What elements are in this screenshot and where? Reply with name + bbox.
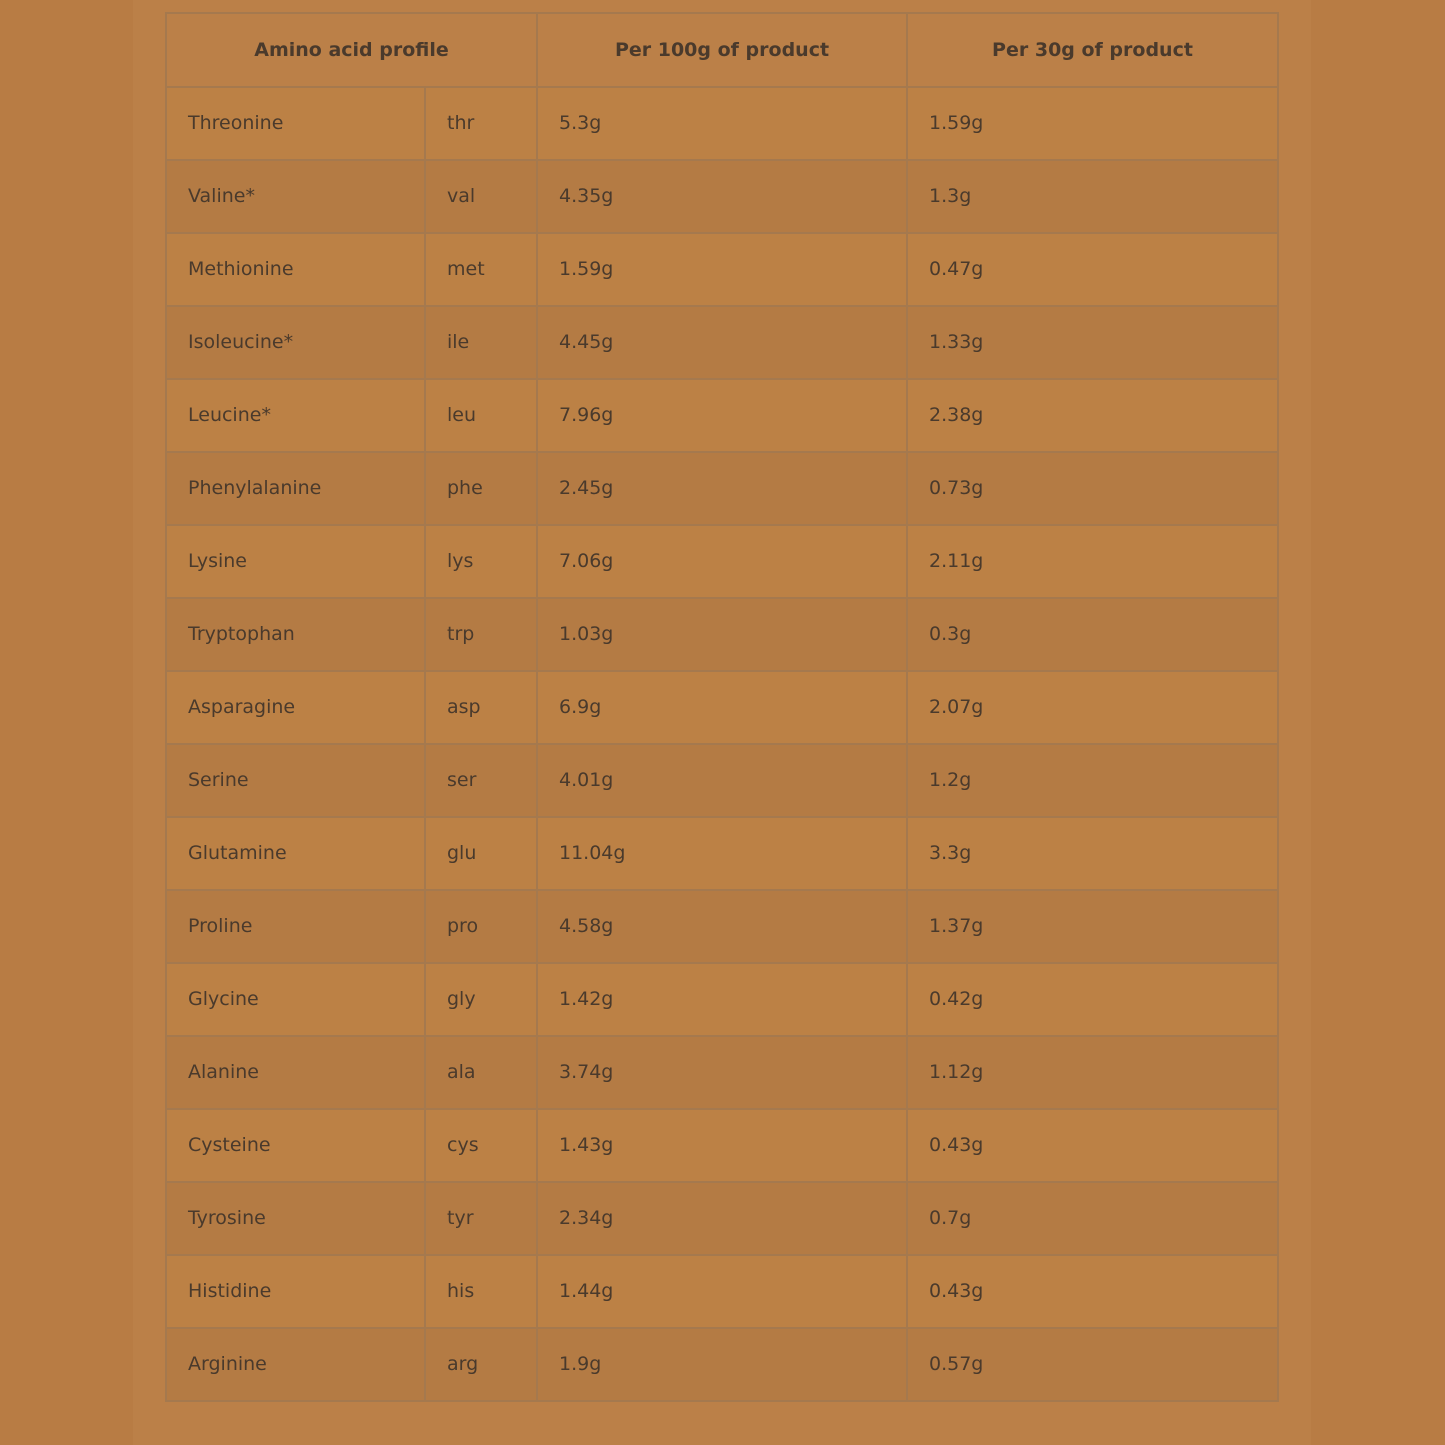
per-30g-value: 0.43g: [907, 1109, 1278, 1182]
amino-acid-abbr: ala: [425, 1036, 537, 1109]
per-30g-value: 1.37g: [907, 890, 1278, 963]
table-row: [166, 87, 1278, 160]
per-30g-value: 1.33g: [907, 306, 1278, 379]
amino-acid-name: Tryptophan: [166, 598, 425, 671]
per-30g-value: 2.11g: [907, 525, 1278, 598]
per-100g-value: 7.96g: [537, 379, 907, 452]
amino-acid-name: Cysteine: [166, 1109, 425, 1182]
amino-acid-abbr: trp: [425, 598, 537, 671]
table-row: [166, 598, 1278, 671]
amino-acid-name: Asparagine: [166, 671, 425, 744]
per-100g-value: 2.45g: [537, 452, 907, 525]
per-100g-value: 11.04g: [537, 817, 907, 890]
per-100g-value: 1.03g: [537, 598, 907, 671]
amino-acid-name: Histidine: [166, 1255, 425, 1328]
per-100g-value: 1.59g: [537, 233, 907, 306]
per-100g-value: 4.01g: [537, 744, 907, 817]
per-100g-value: 2.34g: [537, 1182, 907, 1255]
table-row: [166, 306, 1278, 379]
per-30g-value: 0.7g: [907, 1182, 1278, 1255]
per-100g-value: 7.06g: [537, 525, 907, 598]
per-30g-value: 0.43g: [907, 1255, 1278, 1328]
per-30g-value: 1.59g: [907, 87, 1278, 160]
amino-acid-table: [165, 12, 1279, 1402]
per-30g-value: 0.57g: [907, 1328, 1278, 1401]
amino-acid-name: Glutamine: [166, 817, 425, 890]
amino-acid-name: Threonine: [166, 87, 425, 160]
table-row: [166, 525, 1278, 598]
amino-acid-name: Proline: [166, 890, 425, 963]
amino-acid-abbr: lys: [425, 525, 537, 598]
table-row: [166, 671, 1278, 744]
amino-acid-abbr: asp: [425, 671, 537, 744]
table-row: [166, 963, 1278, 1036]
header-amino-acid-profile: Amino acid profile: [166, 13, 537, 87]
per-30g-value: 2.38g: [907, 379, 1278, 452]
per-30g-value: 0.73g: [907, 452, 1278, 525]
per-30g-value: 0.42g: [907, 963, 1278, 1036]
amino-acid-abbr: cys: [425, 1109, 537, 1182]
per-100g-value: 4.35g: [537, 160, 907, 233]
per-100g-value: 6.9g: [537, 671, 907, 744]
table-row: [166, 1255, 1278, 1328]
per-100g-value: 4.45g: [537, 306, 907, 379]
table-row: [166, 160, 1278, 233]
amino-acid-abbr: tyr: [425, 1182, 537, 1255]
per-30g-value: 0.47g: [907, 233, 1278, 306]
table-row: [166, 744, 1278, 817]
header-per-30g: Per 30g of product: [907, 13, 1278, 87]
table-header-row: [166, 13, 1278, 87]
amino-acid-abbr: val: [425, 160, 537, 233]
amino-acid-abbr: his: [425, 1255, 537, 1328]
amino-acid-abbr: ser: [425, 744, 537, 817]
amino-acid-name: Leucine*: [166, 379, 425, 452]
amino-acid-name: Glycine: [166, 963, 425, 1036]
amino-acid-abbr: pro: [425, 890, 537, 963]
amino-acid-name: Isoleucine*: [166, 306, 425, 379]
amino-acid-abbr: glu: [425, 817, 537, 890]
per-100g-value: 3.74g: [537, 1036, 907, 1109]
amino-acid-abbr: leu: [425, 379, 537, 452]
table-row: [166, 1182, 1278, 1255]
per-30g-value: 1.12g: [907, 1036, 1278, 1109]
per-30g-value: 2.07g: [907, 671, 1278, 744]
per-30g-value: 1.2g: [907, 744, 1278, 817]
per-100g-value: 1.42g: [537, 963, 907, 1036]
per-100g-value: 1.9g: [537, 1328, 907, 1401]
table-row: [166, 1328, 1278, 1401]
table-row: [166, 1109, 1278, 1182]
amino-acid-name: Serine: [166, 744, 425, 817]
amino-acid-name: Methionine: [166, 233, 425, 306]
amino-acid-name: Alanine: [166, 1036, 425, 1109]
amino-acid-abbr: thr: [425, 87, 537, 160]
per-100g-value: 1.43g: [537, 1109, 907, 1182]
table-row: [166, 233, 1278, 306]
per-30g-value: 0.3g: [907, 598, 1278, 671]
amino-acid-abbr: gly: [425, 963, 537, 1036]
amino-acid-name: Phenylalanine: [166, 452, 425, 525]
amino-acid-abbr: arg: [425, 1328, 537, 1401]
amino-acid-name: Lysine: [166, 525, 425, 598]
amino-acid-name: Valine*: [166, 160, 425, 233]
table-row: [166, 379, 1278, 452]
amino-acid-abbr: met: [425, 233, 537, 306]
header-per-100g: Per 100g of product: [537, 13, 907, 87]
per-30g-value: 1.3g: [907, 160, 1278, 233]
table-row: [166, 1036, 1278, 1109]
table-row: [166, 890, 1278, 963]
per-100g-value: 5.3g: [537, 87, 907, 160]
amino-acid-abbr: ile: [425, 306, 537, 379]
table-row: [166, 817, 1278, 890]
per-100g-value: 1.44g: [537, 1255, 907, 1328]
amino-acid-name: Tyrosine: [166, 1182, 425, 1255]
amino-acid-abbr: phe: [425, 452, 537, 525]
amino-acid-name: Arginine: [166, 1328, 425, 1401]
table-row: [166, 452, 1278, 525]
per-30g-value: 3.3g: [907, 817, 1278, 890]
per-100g-value: 4.58g: [537, 890, 907, 963]
